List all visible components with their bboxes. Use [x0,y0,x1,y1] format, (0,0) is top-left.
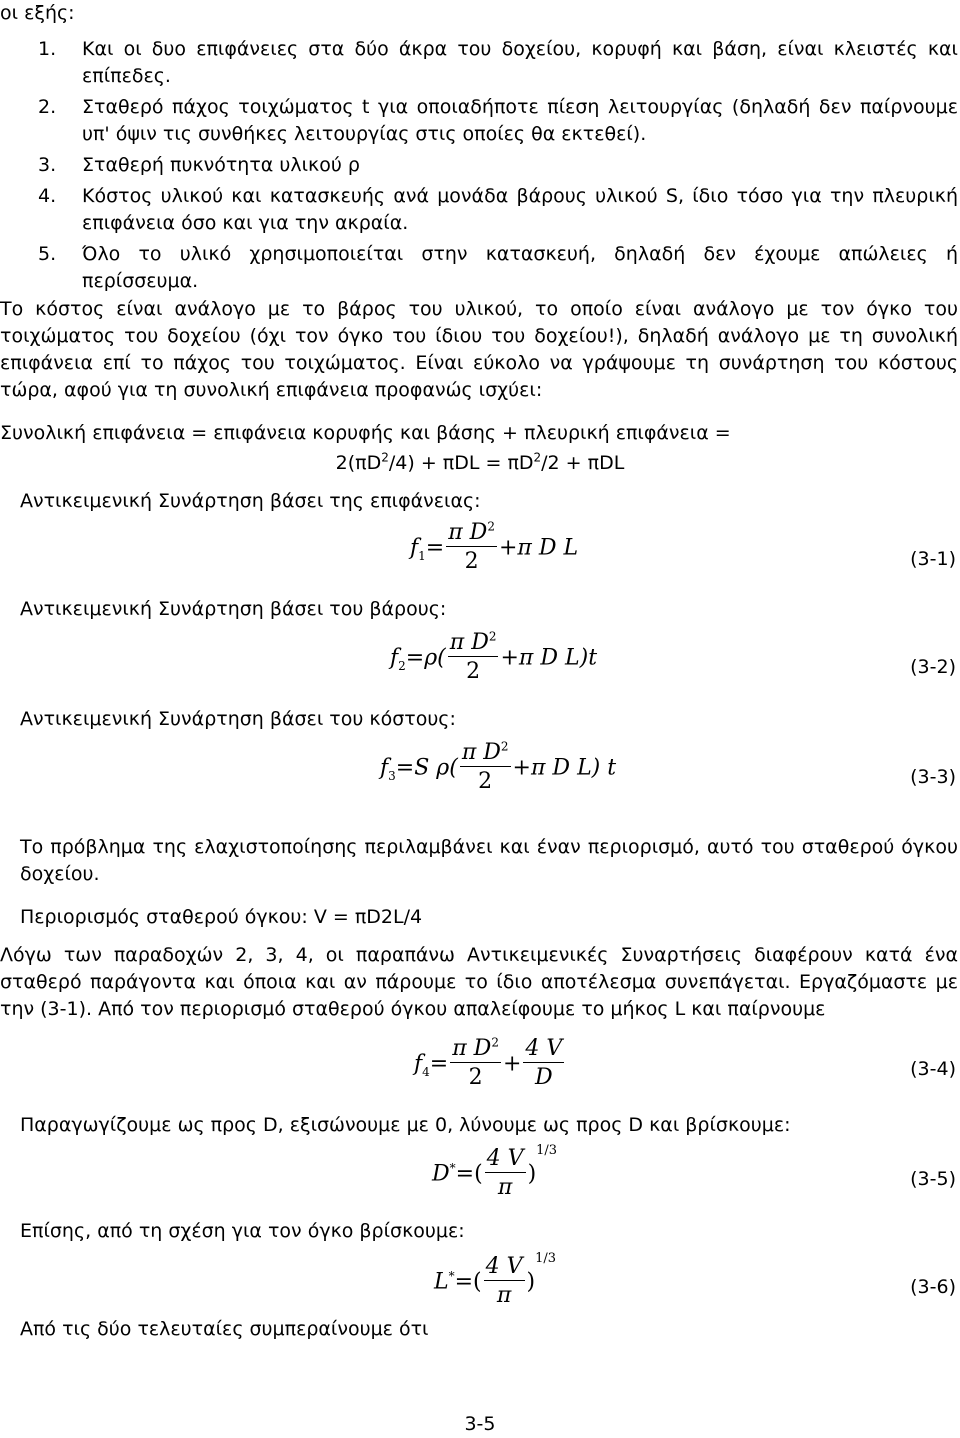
equation-3-1: $f_1=$ $\frac{\pi D^2}{2}$ +π D L (3-1) [410,519,956,574]
equation-number: (3-6) [910,1276,956,1298]
list-item [38,36,958,90]
weight-objective-label: Αντικειμενική Συνάρτηση βάσει του βάρους: [20,598,447,620]
volume-constraint: Περιορισμός σταθερού όγκου: V = πD2L/4 [20,906,423,928]
cost-objective-label: Αντικειμενική Συνάρτηση βάσει του κόστους: [20,708,456,730]
equation-3-2: $f_2=\rho$( $\frac{\pi D^2}{2}$ +π D L)t (3-2) [390,629,956,684]
list-text: Όλο το υλικό χρησιμοποιείται στην κατασκευή, δηλαδή δεν έχουμε απώλειες ή περίσσευμα. [82,243,958,292]
list-number: 1. [38,38,57,60]
list-number: 3. [38,154,57,176]
list-item [38,183,958,237]
list-text: Σταθερό πάχος τοιχώματος t για οποιαδήποτε πίεση λειτουργίας (δηλαδή δεν παίρνουμε υπ' όψιν τις συνθήκες λειτουργίας στις οποίες θα εκτεθεί). [82,96,958,145]
equation-3-5: D*=( $\frac{4 V}{\pi}$ )$^{1/3}$ (3-5) [432,1143,956,1200]
equation-3-3: $f_3=S$ ρ( $\frac{\pi D^2}{2}$ +π D L) t (3-3) [380,739,956,794]
minimization-paragraph: Το πρόβλημα της ελαχιστοποίησης περιλαμβάνει και έναν περιορισμό, αυτό του σταθερού όγκου δοχείου. [20,836,958,885]
conclusion-paragraph: Από τις δύο τελευταίες συμπεραίνουμε ότι [20,1318,429,1340]
assumptions-list [38,36,958,299]
equation-number: (3-5) [910,1168,956,1190]
intro-text: οι εξής: [0,2,75,24]
surface-formula: $2(\pi D^2/4) + \pi DL = \pi D^2/2 + \pi DL$ [335,450,625,474]
surface-sum-line: Συνολική επιφάνεια = επιφάνεια κορυφής και βάσης + πλευρική επιφάνεια = [0,422,731,444]
list-number: 2. [38,96,57,118]
list-number: 5. [38,243,57,265]
equation-number: (3-4) [910,1058,956,1080]
list-number: 4. [38,185,57,207]
list-text: Σταθερή πυκνότητα υλικού ρ [82,154,360,176]
volume-paragraph: Επίσης, από τη σχέση για τον όγκο βρίσκουμε: [20,1220,465,1242]
page-number: 3-5 [464,1413,496,1435]
list-text: Και οι δυο επιφάνειες στα δύο άκρα του δοχείου, κορυφή και βάση, είναι κλειστές και επίπεδες. [82,38,958,87]
derivative-paragraph: Παραγωγίζουμε ως προς D, εξισώνουμε με 0, λύνουμε ως προς D και βρίσκουμε: [20,1114,791,1136]
list-text: Κόστος υλικού και κατασκευής ανά μονάδα βάρους υλικού S, ίδιο τόσο για την πλευρική επιφάνεια όσο και για την ακραία. [82,185,958,234]
equation-3-4: $f_4=$ $\frac{\pi D^2}{2}$ + $\frac{4 V}{D}$ (3-4) [414,1035,956,1090]
list-item [38,152,958,179]
equation-3-6: L*=( $\frac{4 V}{\pi}$ )$^{1/3}$ (3-6) [434,1251,956,1308]
list-item [38,241,958,295]
equation-number: (3-2) [910,656,956,678]
cost-paragraph: Το κόστος είναι ανάλογο με το βάρος του υλικού, το οποίο είναι ανάλογο με τον όγκο του τοιχώματος του δοχείου (όχι τον όγκο του ίδιου του δοχείου!), δηλαδή ανάλογο με τη συνολική επιφάνεια επί το πάχος του τοιχώματος. Είναι εύκολο να γράψουμε τη συνάρτηση του κόστους τώρα, αφού για τη συνολική επιφάνεια προφανώς ισχύει: [0,298,958,401]
list-item [38,94,958,148]
assumptions-paragraph: Λόγω των παραδοχών 2, 3, 4, οι παραπάνω Αντικειμενικές Συναρτήσεις διαφέρουν κατά ένα σταθερό παράγοντα και όποια και αν πάρουμε το ίδιο αποτέλεσμα συνεπάγεται. Εργαζόμαστε με την (3-1). Από τον περιορισμό σταθερού όγκου απαλείφουμε το μήκος L και παίρνουμε [0,944,958,1020]
surface-objective-label: Αντικειμενική Συνάρτηση βάσει της επιφάνειας: [20,490,481,512]
equation-number: (3-3) [910,766,956,788]
equation-number: (3-1) [910,548,956,570]
